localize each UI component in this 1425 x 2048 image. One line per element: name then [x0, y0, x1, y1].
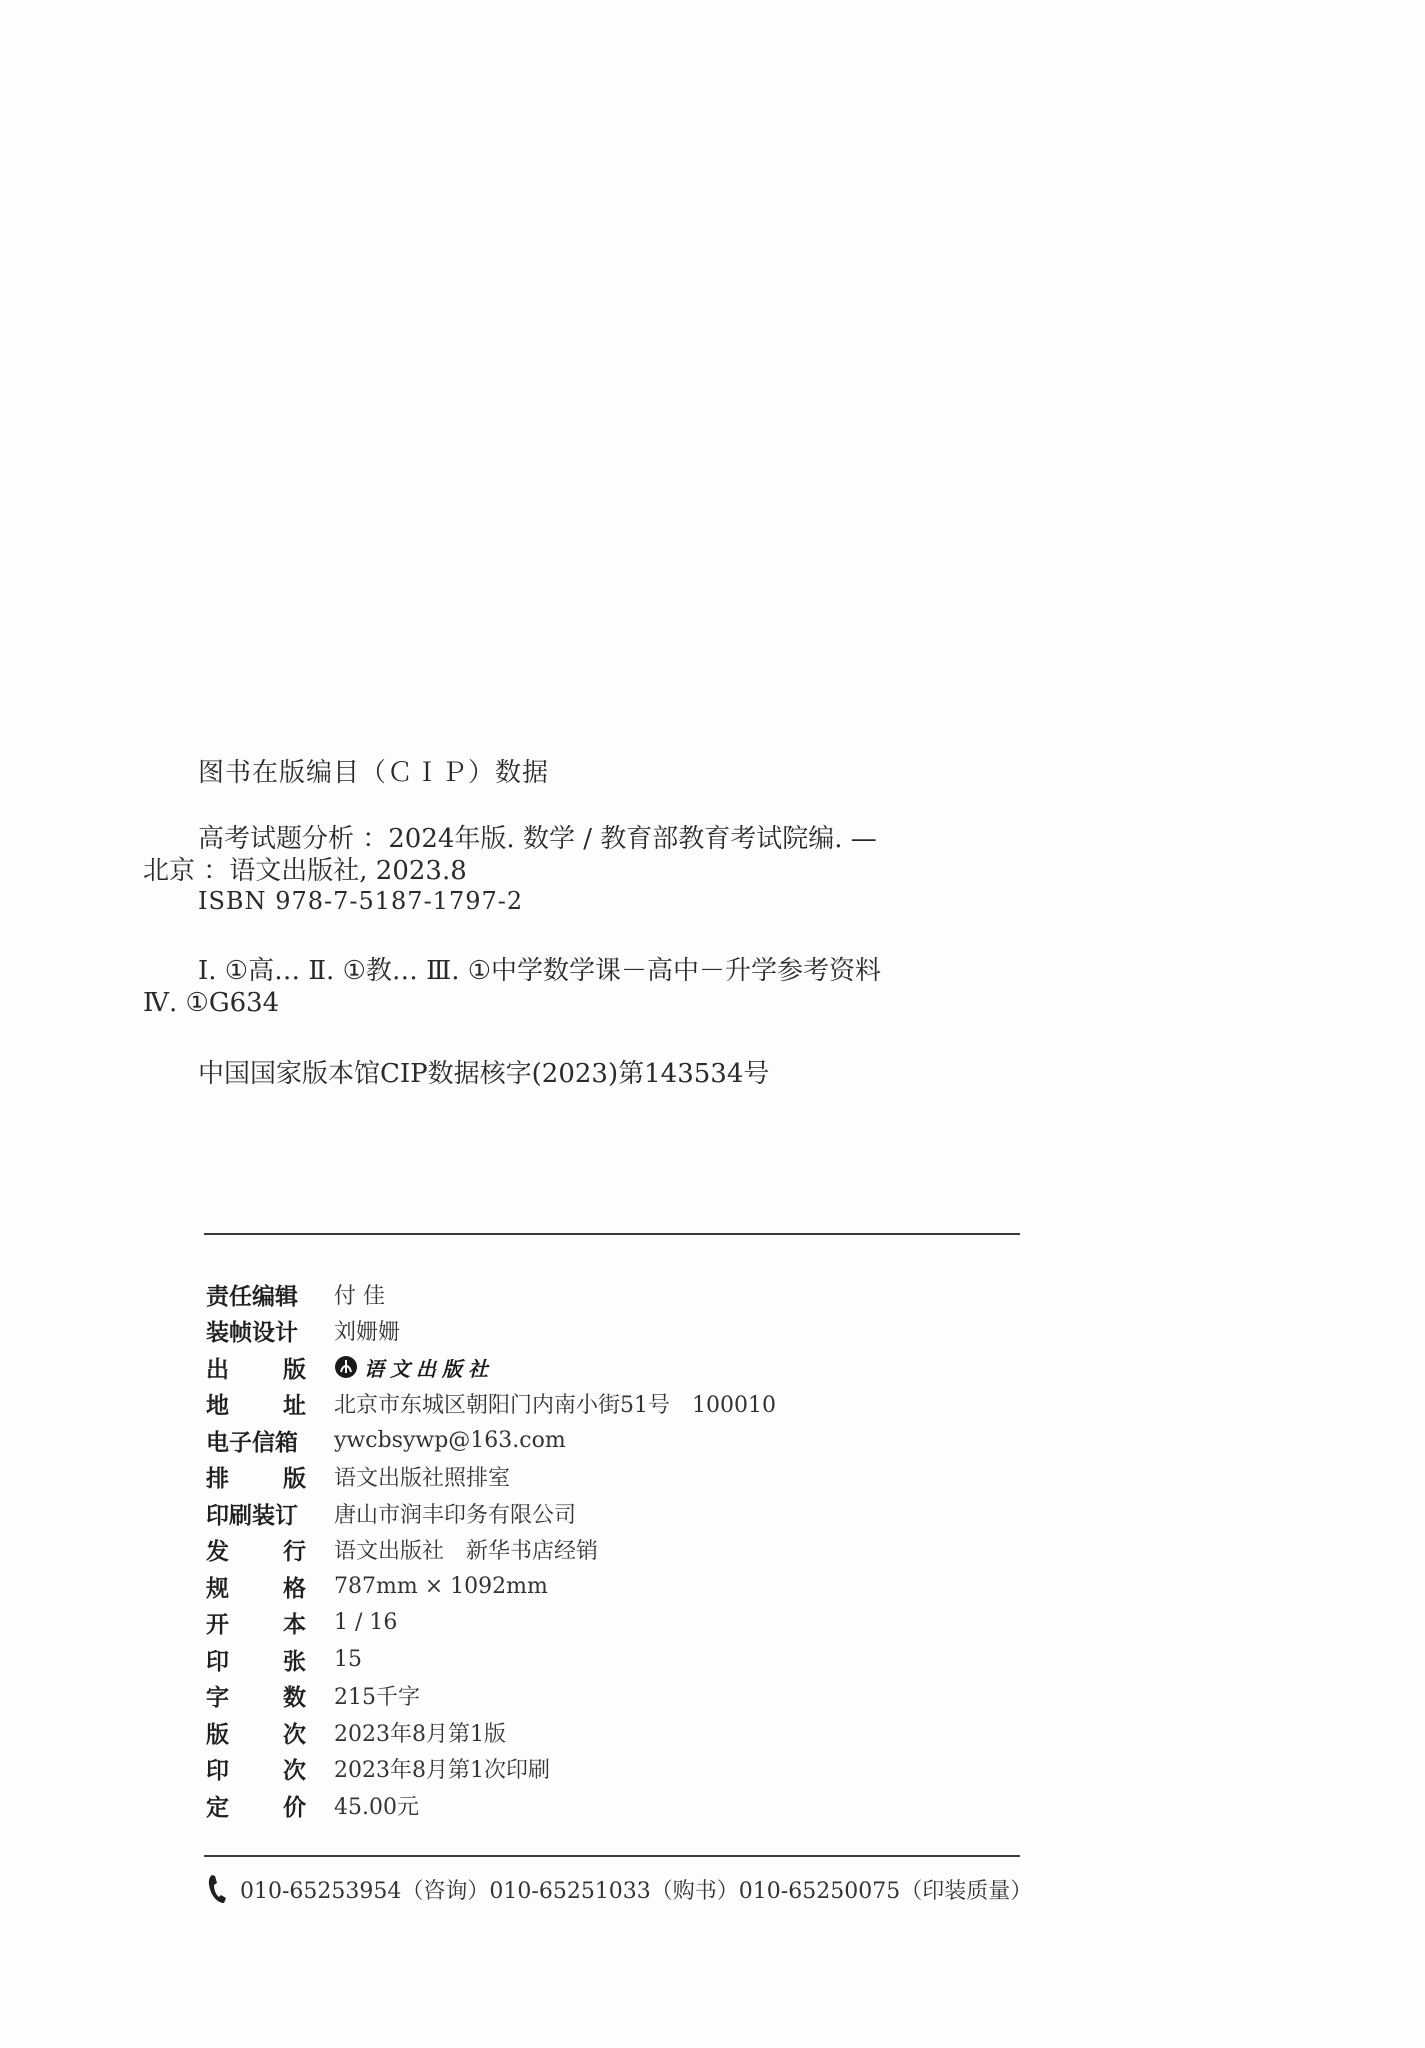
- info-label-char: 地: [206, 1393, 229, 1420]
- divider-bottom: [204, 1855, 1020, 1857]
- contact-line: [206, 1872, 1032, 1906]
- info-label-char: 排: [206, 1466, 229, 1493]
- info-label: 责任编辑: [206, 1283, 298, 1310]
- info-value: 付 佳: [334, 1283, 385, 1309]
- phone-icon: [206, 1872, 230, 1906]
- info-label-char: 定: [206, 1794, 229, 1821]
- info-label: 电子信箱: [206, 1429, 298, 1456]
- info-row-sheets: [206, 1641, 1006, 1678]
- info-label: [206, 1387, 306, 1420]
- info-label-char: 印: [206, 1758, 229, 1785]
- contact-phones: 010-65253954（咨询）010-65251033（购书）010-65250075（印装质量）: [240, 1878, 1033, 1904]
- info-row-word-count: [206, 1678, 1006, 1715]
- info-row-designer: [206, 1313, 1006, 1350]
- info-label-char: 出: [206, 1356, 229, 1383]
- cip-check-number: 中国国家版本馆CIP数据核字(2023)第143534号: [198, 1059, 770, 1089]
- info-label: [206, 1752, 306, 1785]
- info-label: [206, 1789, 306, 1822]
- info-label: [206, 1679, 306, 1712]
- info-label-char: 数: [283, 1685, 306, 1712]
- info-value: 北京市东城区朝阳门内南小街51号 100010: [334, 1393, 776, 1419]
- info-value: 刘姗姗: [334, 1320, 401, 1346]
- info-row-address: [206, 1386, 1006, 1423]
- info-row-edition: [206, 1714, 1006, 1751]
- info-label: [206, 1643, 306, 1676]
- info-value: 45.00元: [334, 1794, 419, 1820]
- info-row-distribution: [206, 1532, 1006, 1569]
- info-label: [206, 1606, 306, 1639]
- info-row-format: [206, 1605, 1006, 1642]
- cip-classification: Ⅰ. ①高… Ⅱ. ①教… Ⅲ. ①中学数学课－高中－升学参考资料 Ⅳ. ①G634: [143, 956, 882, 1018]
- info-row-printing: [206, 1495, 1006, 1532]
- info-value: 2023年8月第1次印刷: [334, 1758, 550, 1784]
- info-label-char: 次: [283, 1758, 306, 1785]
- info-row-size: [206, 1568, 1006, 1605]
- info-label-char: 行: [283, 1539, 306, 1566]
- info-label: [206, 1460, 306, 1493]
- info-label: [206, 1533, 306, 1566]
- info-label-char: 张: [283, 1648, 306, 1675]
- info-label-char: 规: [206, 1575, 229, 1602]
- info-row-typesetting: [206, 1459, 1006, 1496]
- info-label-char: 价: [283, 1794, 306, 1821]
- info-label: [206, 1716, 306, 1749]
- info-label-char: 发: [206, 1539, 229, 1566]
- info-value: 1 / 16: [334, 1610, 398, 1636]
- info-value: 15: [334, 1646, 362, 1672]
- info-label-char: 开: [206, 1612, 229, 1639]
- info-label-char: 版: [206, 1721, 229, 1748]
- info-label-char: 址: [283, 1393, 306, 1420]
- cip-main-entry: 高考试题分析 ：2024年版. 数学 / 教育部教育考试院编. — 北京 ：语文出版社, 2023.8: [143, 824, 877, 886]
- info-value: 语文出版社 新华书店经销: [334, 1539, 599, 1565]
- info-row-email: [206, 1422, 1006, 1459]
- isbn: ISBN 978-7-5187-1797-2: [198, 887, 524, 915]
- info-label-char: 字: [206, 1685, 229, 1712]
- info-label: [206, 1570, 306, 1603]
- info-label-char: 格: [283, 1575, 306, 1602]
- cip-title: 图书在版编目（ＣＩＰ）数据: [198, 758, 550, 788]
- divider-top: [204, 1233, 1020, 1235]
- info-label: [206, 1351, 306, 1384]
- info-label-char: 版: [283, 1466, 306, 1493]
- info-label-char: 本: [283, 1612, 306, 1639]
- info-label-char: 印: [206, 1648, 229, 1675]
- info-value: 唐山市润丰印务有限公司: [334, 1502, 577, 1528]
- info-label: 印刷装订: [206, 1502, 298, 1529]
- info-row-impression: [206, 1751, 1006, 1788]
- info-label: 装帧设计: [206, 1320, 298, 1347]
- info-value: 215千字: [334, 1685, 420, 1711]
- info-row-editor: [206, 1276, 1006, 1313]
- info-value: 2023年8月第1版: [334, 1721, 506, 1747]
- info-row-price: [206, 1787, 1006, 1824]
- publisher-logo-text: 语文出版社: [364, 1356, 494, 1381]
- publisher-seal-icon: [334, 1355, 358, 1379]
- info-value: 787mm × 1092mm: [334, 1573, 548, 1599]
- publisher-logo: [334, 1353, 494, 1382]
- publication-info-table: [206, 1276, 1006, 1824]
- info-label-char: 次: [283, 1721, 306, 1748]
- info-row-publisher: [206, 1349, 1006, 1386]
- info-value: ywcbsywp@163.com: [334, 1427, 566, 1453]
- info-value: 语文出版社照排室: [334, 1466, 511, 1492]
- info-label-char: 版: [283, 1356, 306, 1383]
